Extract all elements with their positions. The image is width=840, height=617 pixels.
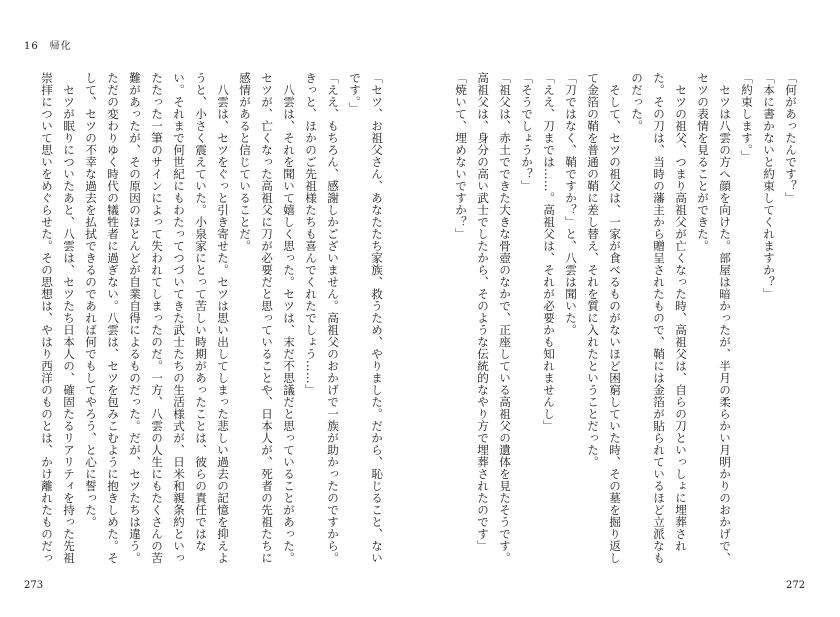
left-page-text bbox=[36, 72, 388, 569]
text-line: 「ええ、もちろん、感謝しかございません。高祖父のおかげで一族が助かったのですから。きっと、ほかのご先祖様たちも喜んでくれたでしょう……」 bbox=[304, 72, 340, 564]
running-head: 16 帰化 bbox=[24, 41, 72, 52]
text-line: 「ええ、刀までは……。高祖父は、それが必要かも知れませんし」 bbox=[542, 72, 556, 432]
text-line: 「本に書かないと約束してくれますか？」 bbox=[762, 72, 776, 300]
text-line: 「何があったんです？」 bbox=[784, 72, 798, 204]
text-line: そして、セツの祖父は、一家が食べるものがないほど困窮していた時、その墓を掘り返して金箔の鞘を普通の鞘に差し替え、それを質に入れたということだった。 bbox=[586, 72, 622, 564]
text-line: 「焼いて、埋めないですか？」 bbox=[454, 72, 468, 240]
text-line: セツは八雲の方へ顔を向けた。部屋は暗かったが、半月の柔らかい月明かりのおかげで、セツの表情を見ることができた。 bbox=[696, 72, 732, 564]
text-line: 「祖父は、赤土でできた大きな骨壺のなかで、正座している高祖父の遺体を見たそうです。高祖父は、身分の高い武士でしたから、そのような伝統的なやり方で埋葬されたのです」 bbox=[476, 72, 512, 564]
text-line: 「約束します。」 bbox=[740, 72, 754, 163]
text-line: セツが眠りについたあと、八雲は、セツたち日本人の、確固たるリアリティを持った先祖崇拝について思いをめぐらせた。その思想は、やはり西洋のものとは、かけ離れたものだっ bbox=[40, 72, 76, 564]
text-line: 八雲は、それを聞いて嬉しく思った。セツは、末だ不思議だと思っていることがあった。セツが、亡くなった高祖父に刀が必要だと思っていることや、日本人が、死者の先祖たちに感情があると信じていることだ。 bbox=[238, 72, 296, 564]
right-page-text bbox=[450, 72, 802, 569]
page-number-right: 272 bbox=[786, 580, 806, 591]
text-line: 「セツ、お祖父さん、あなたたち家族、救うため、やりました。だから、恥じること、ないです。」 bbox=[348, 72, 384, 564]
text-line: 「刀ではなく、鞘ですか？」と、八雲は聞いた。 bbox=[564, 72, 578, 336]
page-number-left: 273 bbox=[24, 580, 44, 591]
right-page bbox=[420, 0, 840, 617]
text-line: セツの祖父、つまり高祖父が亡くなった時、高祖父は、自らの刀といっしょに埋葬された。その刀は、当時の藩主から贈呈されたもので、鞘には金箔が貼られているほど立派なものだった。 bbox=[630, 72, 688, 564]
text-line: 八雲は、セツをぐっと引き寄せた。セツは思い出してしまった悲しい過去の記憶を抑えようと、小さく震えていた。小泉家にとって苦しい時期があったことは、彼らの責任ではない。それまで何世紀にもわたってつづいてきた武士たちの生活様式が、日米和親条約といったたった一筆のサインによって失われてしまったのだ。一方、八雲の人生にもたくさんの苦難があったが、その原因のほとんどが自業自得によるものだった。だが、セツたちは違う。ただの変わりゆく時代の犠牲者に過ぎない。八雲は、セツを包みこむように抱きしめた。そして、セツの不幸な過去を払拭できるのであれば何でもしてやろう、と心に誓った。 bbox=[84, 72, 230, 564]
text-line: 「そうでしょうか？」 bbox=[520, 72, 534, 192]
